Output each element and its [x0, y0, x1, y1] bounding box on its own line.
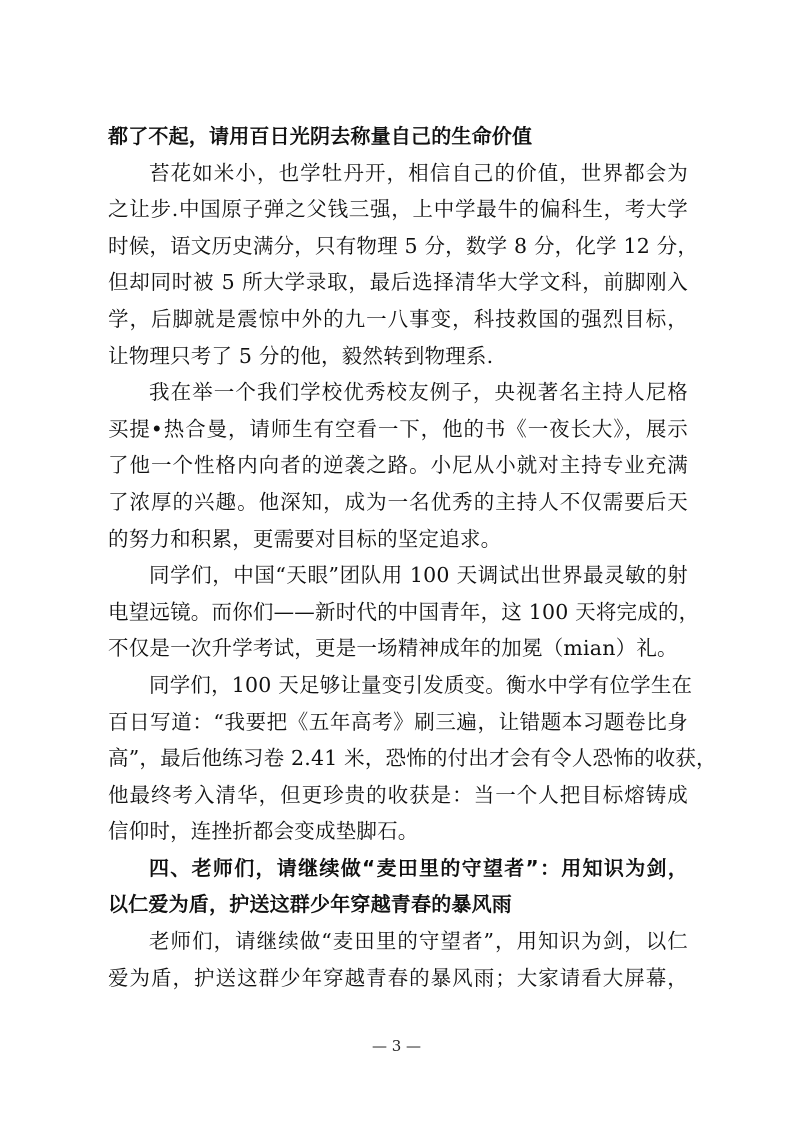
- text-line: 我在举一个我们学校优秀校友例子，央视著名主持人尼格: [149, 380, 688, 405]
- text-line: 但却同时被 5 所大学录取，最后选择清华大学文科，前脚刚入: [108, 270, 688, 295]
- paragraph-teachers: [108, 923, 688, 996]
- text-line: 不仅是一次升学考试，更是一场精神成年的加冕（mian）礼。: [108, 636, 678, 661]
- paragraph-hengshui: [108, 667, 717, 850]
- text-line: 让物理只考了 5 分的他，毅然转到物理系.: [108, 343, 494, 368]
- text-line: 之让步.中国原子弹之父钱三强，上中学最牛的偏科生，考大学: [108, 197, 688, 222]
- text-line: 买提•热合曼，请师生有空看一下，他的书《一夜长大》，展示: [108, 416, 688, 441]
- heading-continuation: 都了不起，请用百日光阴去称量自己的生命价值: [108, 124, 533, 148]
- text-line: 学，后脚就是震惊中外的九一八事变，科技救国的强烈目标，: [108, 306, 688, 331]
- text-line: 爱为盾，护送这群少年穿越青春的暴风雨；大家请看大屏幕，: [108, 965, 688, 990]
- text-line: 百日写道：“我要把《五年高考》刷三遍，让错题本习题卷比身: [108, 709, 688, 734]
- text-line: 同学们，100 天足够让量变引发质变。衡水中学有位学生在: [149, 672, 693, 697]
- text-line: 高”，最后他练习卷 2.41 米，恐怖的付出才会有令人恐怖的收获，: [108, 746, 717, 771]
- section-heading-line: 以仁爱为盾，护送这群少年穿越青春的暴风雨: [108, 892, 512, 917]
- text-line: 他最终考入清华，但更珍贵的收获是：当一个人把目标熔铸成: [108, 782, 688, 807]
- text-line: 信仰时，连挫折都会变成垫脚石。: [108, 819, 419, 844]
- text-line: 电望远镜。而你们——新时代的中国青年，这 100 天将完成的，: [108, 599, 700, 624]
- text-line: 苔花如米小，也学牡丹开，相信自己的价值，世界都会为: [149, 160, 688, 185]
- paragraph-alumni: [108, 374, 688, 557]
- section-heading: [108, 850, 688, 923]
- text-line: 了浓厚的兴趣。他深知，成为一名优秀的主持人不仅需要后天: [108, 489, 688, 514]
- text-line: 时候，语文历史满分，只有物理 5 分，数学 8 分，化学 12 分，: [108, 233, 699, 258]
- section-heading-line: 四、老师们，请继续做“麦田里的守望者”：用知识为剑，: [149, 855, 688, 880]
- text-line: 老师们，请继续做“麦田里的守望者”，用知识为剑，以仁: [149, 929, 688, 954]
- paragraph-qian-sanqiang: [108, 155, 699, 375]
- text-line: 了他一个性格内向者的逆袭之路。小尼从小就对主持专业充满: [108, 453, 688, 478]
- paragraph-tianyan: [108, 557, 700, 667]
- page-number: — 3 —: [371, 1037, 422, 1055]
- text-line: 的努力和积累，更需要对目标的坚定追求。: [108, 526, 502, 551]
- text-line: 同学们，中国“天眼”团队用 100 天调试出世界最灵敏的射: [149, 563, 688, 588]
- document-body: [108, 118, 717, 996]
